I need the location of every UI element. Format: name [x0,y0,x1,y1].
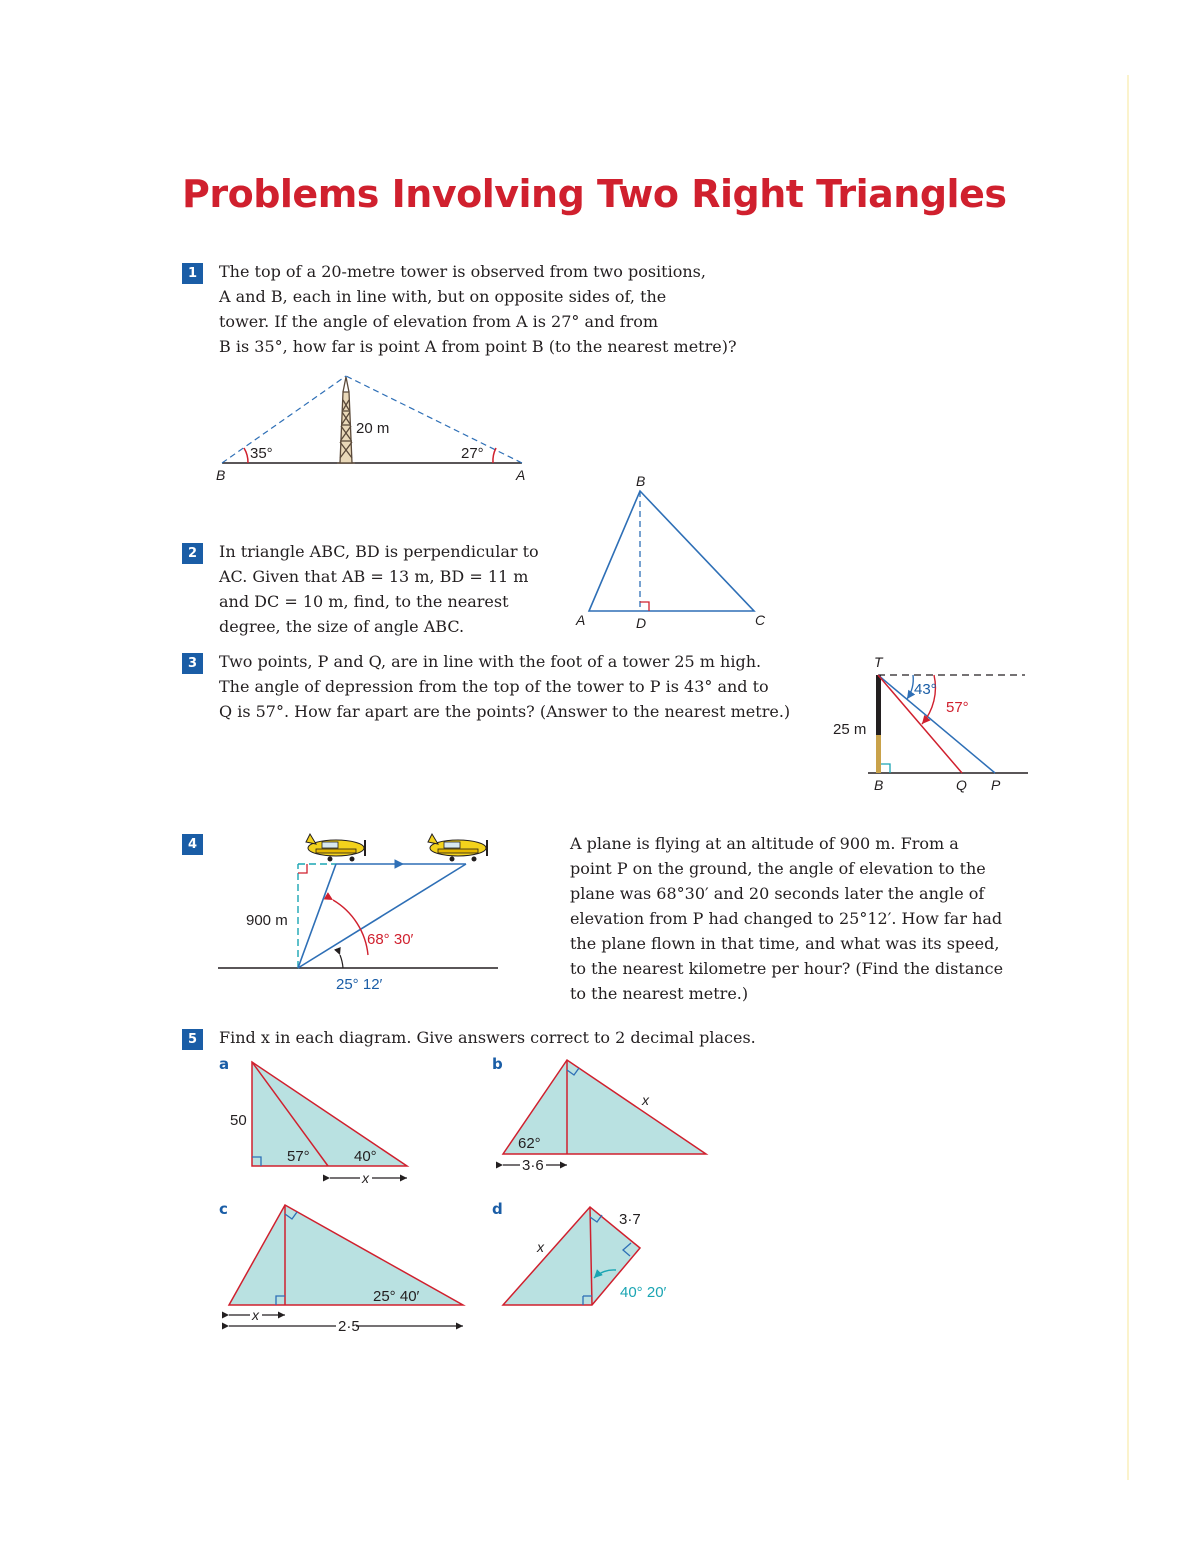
q5-d-angle-label: 40° 20′ [620,1284,667,1301]
question-1-line: The top of a 20-metre tower is observed from two positions, [219,262,706,281]
question-3-line: Q is 57°. How far apart are the points? (Answer to the nearest metre.) [219,702,791,721]
question-5-text: Find x in each diagram. Give answers correct to 2 decimal places. [219,1028,756,1047]
question-4-line: the plane flown in that time, and what was its speed, [570,934,1000,953]
q5-a-angle-2: 40° [354,1148,377,1165]
airplane-icon [428,834,487,862]
q3-angle-43-arc [907,675,913,699]
q5-b-label: b [492,1055,503,1073]
q5-b-base-label: 3·6 [522,1157,544,1174]
q2-right-angle-mark [640,602,649,611]
q1-point-b: B [216,467,226,483]
q5-d-figure [503,1207,667,1305]
q5-d-x-label: x [537,1239,544,1255]
q5-a-angle-1: 57° [287,1148,310,1165]
question-4-line: point P on the ground, the angle of elevation to the [570,859,986,878]
question-3-number: 3 [182,653,203,674]
q5-d-side-label: 3·7 [619,1211,641,1228]
q5-c-base-label: 2·5 [338,1318,360,1335]
q5-b-figure [503,1060,706,1174]
q5-a-label: a [219,1055,230,1073]
q5-b-angle: 62° [518,1135,541,1152]
q5-a-side-label: 50 [230,1112,247,1129]
q5-a-triangle [252,1062,407,1166]
q1-angle-b-label: 35° [250,445,273,462]
question-1-line: A and B, each in line with, but on opposite sides of, the [219,287,667,306]
question-3-line: Two points, P and Q, are in line with the foot of a tower 25 m high. [219,652,762,671]
q4-angle-25-arc [340,955,343,968]
question-3-line: The angle of depression from the top of the tower to P is 43° and to [219,677,769,696]
q3-right-angle-mark [881,764,890,773]
q5-c-angle: 25° 40′ [373,1288,420,1305]
q1-height-label: 20 m [356,420,390,437]
q2-triangle [589,491,754,611]
q3-point-b: B [874,777,884,793]
q5-b-x-label: x [642,1092,649,1108]
q1-figure [216,376,525,483]
question-4-line: A plane is flying at an altitude of 900 m. From a [570,834,959,853]
question-1-line: tower. If the angle of elevation from A is 27° and from [219,312,659,331]
question-2-line: and DC = 10 m, find, to the nearest [219,592,509,611]
question-2-line: degree, the size of angle ABC. [219,617,465,636]
question-1-number: 1 [182,263,203,284]
q3-height-label: 25 m [833,721,867,738]
q5-c-triangle [229,1205,463,1305]
q5-a-figure [230,1062,407,1186]
q4-sightline-2 [298,864,466,968]
question-4-line: elevation from P had changed to 25°12′. How far had [570,909,1003,928]
question-5-number: 5 [182,1029,203,1050]
q1-angle-a-label: 27° [461,445,484,462]
q5-c-figure [229,1205,463,1335]
q4-angle-1-label: 68° 30′ [367,931,414,948]
q1-sightline-b [222,376,346,463]
q4-altitude-label: 900 m [246,912,288,929]
q2-point-a: A [576,612,586,628]
q5-c-x-label: x [252,1307,259,1323]
q2-point-d: D [636,615,647,631]
question-4-line: to the nearest kilometre per hour? (Find the distance [570,959,1004,978]
q3-tower-base [876,735,881,773]
q5-a-x-label: x [362,1170,369,1186]
q4-right-angle-mark [298,864,307,873]
q1-angle-b-arc [244,448,248,463]
q5-c-label: c [219,1200,228,1218]
airplane-icon [306,834,365,862]
q5-d-label: d [492,1200,503,1218]
tower-icon [337,377,355,463]
question-2-line: In triangle ABC, BD is perpendicular to [219,542,539,561]
q4-sightline-1 [298,864,336,968]
q3-angle-q-label: 57° [946,699,969,716]
question-4-number: 4 [182,834,203,855]
q2-point-b: B [636,473,646,489]
q4-angle-2-label: 25° 12′ [336,976,383,993]
q3-point-t: T [874,654,883,670]
q3-angle-p-label: 43° [914,681,937,698]
question-4-line: to the nearest metre.) [570,984,749,1003]
question-2-line: AC. Given that AB = 13 m, BD = 11 m [219,567,529,586]
question-4-line: plane was 68°30′ and 20 seconds later the angle of [570,884,985,903]
q1-point-a: A [516,467,526,483]
q2-figure [575,473,766,631]
q3-point-p: P [991,777,1001,793]
question-1-line: B is 35°, how far is point A from point B (to the nearest metre)? [219,337,737,356]
page-title: Problems Involving Two Right Triangles [182,172,1007,216]
question-2-number: 2 [182,543,203,564]
q4-figure [218,834,498,993]
q3-figure [833,654,1028,793]
q1-angle-a-arc [493,448,496,463]
q3-point-q: Q [956,777,967,793]
q2-point-c: C [755,612,766,628]
